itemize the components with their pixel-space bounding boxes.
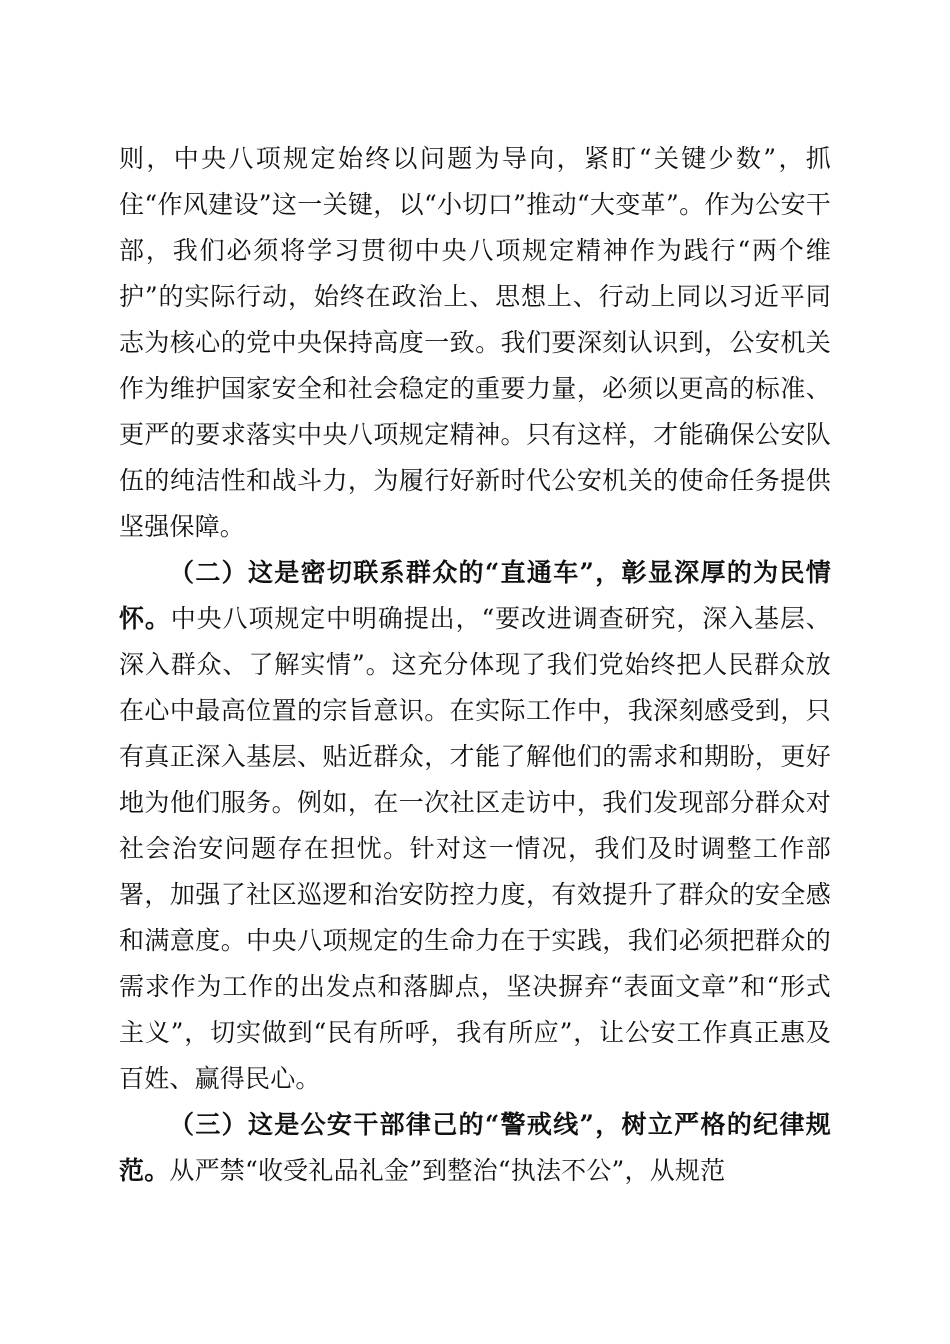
paragraph-3 — [119, 1102, 831, 1194]
section-heading-3: （三）这是公安干部律己的“警戒线”，树立严格的纪律规范。 — [119, 1110, 831, 1185]
paragraph-3-text: 从严禁“收受礼品礼金”到整治“执法不公”，从规范 — [169, 1156, 726, 1185]
section-heading-2: （二）这是密切联系群众的“直通车”，彰显深厚的为民情怀。 — [119, 558, 831, 633]
paragraph-1-text: 则，中央八项规定始终以问题为导向，紧盯“关键少数”，抓住“作风建设”这一关键，以“小切口”推动“大变革”。作为公安干部，我们必须将学习贯彻中央八项规定精神作为践行“两个维护”的实际行动，始终在政治上、思想上、行动上同以习近平同志为核心的党中央保持高度一致。我们要深刻认识到，公安机关作为维护国家安全和社会稳定的重要力量，必须以更高的标准、更严的要求落实中央八项规定精神。只有这样，才能确保公安队伍的纯洁性和战斗力，为履行好新时代公安机关的使命任务提供坚强保障。 — [119, 144, 831, 541]
paragraph-1 — [119, 136, 831, 550]
paragraph-2 — [119, 550, 831, 1102]
paragraph-2-text: 中央八项规定中明确提出，“要改进调查研究，深入基层、深入群众、了解实情”。这充分体现了我们党始终把人民群众放在心中最高位置的宗旨意识。在实际工作中，我深刻感受到，只有真正深入基层、贴近群众，才能了解他们的需求和期盼，更好地为他们服务。例如，在一次社区走访中，我们发现部分群众对社会治安问题存在担忧。针对这一情况，我们及时调整工作部署，加强了社区巡逻和治安防控力度，有效提升了群众的安全感和满意度。中央八项规定的生命力在于实践，我们必须把群众的需求作为工作的出发点和落脚点，坚决摒弃“表面文章”和“形式主义”，切实做到“民有所呼，我有所应”，让公安工作真正惠及百姓、赢得民心。 — [119, 604, 831, 1093]
document-body — [119, 136, 831, 1194]
